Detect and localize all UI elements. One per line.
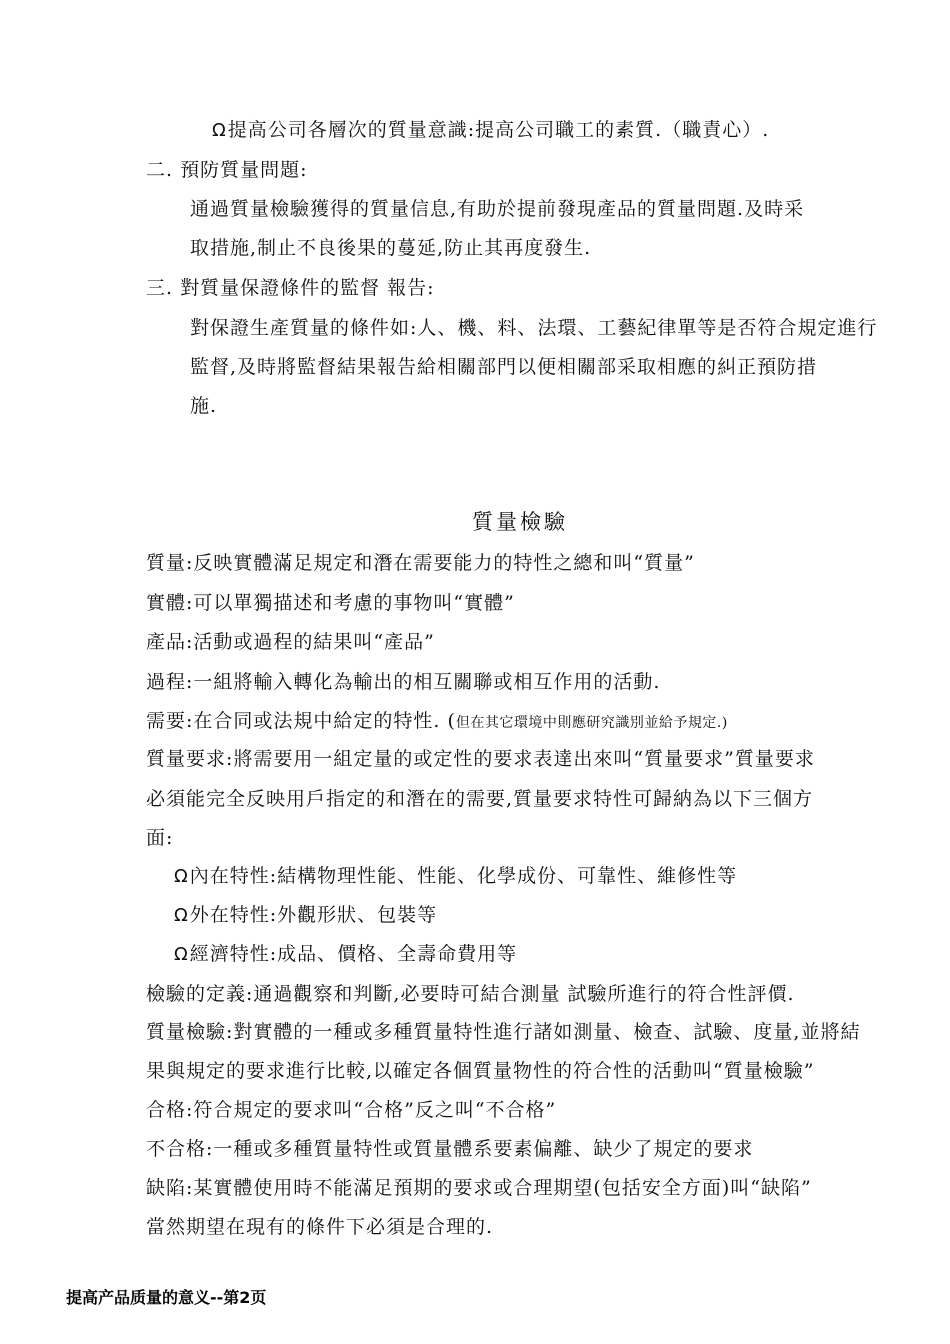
omega-bullet-icon: Ω (212, 120, 227, 141)
conformity-definition: 合格:符合規定的要求叫“合格”反之叫“不合格” (146, 1099, 557, 1121)
definition-need: 需要:在合同或法規中給定的特性. (但在其它環境中則應研究識別並給予規定.) (146, 710, 728, 732)
omega-bullet-icon: Ω (174, 944, 189, 965)
omega-bullet-icon: Ω (174, 905, 189, 926)
item3-body-line: 監督,及時將監督結果報告給相關部門以便相關部采取相應的糾正預防措 (190, 356, 818, 378)
quality-requirement-line: 質量要求:將需要用一組定量的或定性的要求表達出來叫“質量要求”質量要求 (146, 748, 815, 770)
inspection-definition: 檢驗的定義:通過觀察和判斷,必要時可結合測量 試驗所進行的符合性評價. (146, 983, 795, 1005)
quality-inspection-line: 果與規定的要求進行比較,以確定各個質量物性的符合性的活動叫“質量檢驗” (146, 1060, 815, 1082)
page-footer: 提高产品质量的意义--第2页 (66, 1288, 267, 1307)
item2-body-line: 通過質量檢驗獲得的質量信息,有助於提前發現產品的質量問題.及時采 (190, 198, 805, 220)
bullet-extrinsic: Ω外在特性:外觀形狀、包裝等 (174, 904, 438, 926)
need-note: 但在其它環境中則應研究識別並給予規定.) (455, 715, 728, 731)
definition-process: 過程:一組將輸入轉化為輸出的相互關聯或相互作用的活動. (146, 671, 661, 693)
item2-heading: 二. 預防質量問題: (146, 159, 308, 181)
defect-definition-line: 缺陷:某實體使用時不能滿足預期的要求或合理期望(包括安全方面)叫“缺陷” (146, 1177, 812, 1199)
definition-entity: 實體:可以單獨描述和考慮的事物叫“實體” (146, 592, 515, 614)
bullet-intrinsic: Ω內在特性:結構物理性能、性能、化學成份、可靠性、維修性等 (174, 865, 738, 887)
item3-body-line: 對保證生產質量的條件如:人、機、料、法環、工藝紀律單等是否符合規定進行 (190, 317, 878, 339)
bullet-economic: Ω經濟特性:成品、價格、全壽命費用等 (174, 943, 518, 965)
quality-inspection-line: 質量檢驗:對實體的一種或多種質量特性進行諸如測量、檢查、試驗、度量,並將結 (146, 1021, 861, 1043)
nonconformity-definition: 不合格:一種或多種質量特性或質量體系要素偏離、缺少了規定的要求 (146, 1138, 754, 1160)
bullet-line-quality-awareness: Ω提高公司各層次的質量意識:提高公司職工的素質.（職責心）. (212, 119, 770, 141)
item2-body-line: 取措施,制止不良後果的蔓延,防止其再度發生. (190, 237, 592, 259)
omega-bullet-icon: Ω (174, 866, 189, 887)
item3-heading: 三. 對質量保證條件的監督 報告: (146, 277, 435, 299)
quality-requirement-line: 必須能完全反映用戶指定的和潛在的需要,質量要求特性可歸納為以下三個方 (146, 788, 814, 810)
section-title: 質量檢驗 (472, 510, 568, 534)
quality-requirement-line: 面: (146, 827, 174, 849)
definition-product: 產品:活動或過程的結果叫“產品” (146, 631, 435, 653)
definition-quality: 質量:反映實體滿足規定和潛在需要能力的特性之總和叫“質量” (146, 552, 695, 574)
item3-body-line: 施. (190, 395, 218, 417)
defect-definition-line: 當然期望在現有的條件下必須是合理的. (146, 1216, 494, 1238)
